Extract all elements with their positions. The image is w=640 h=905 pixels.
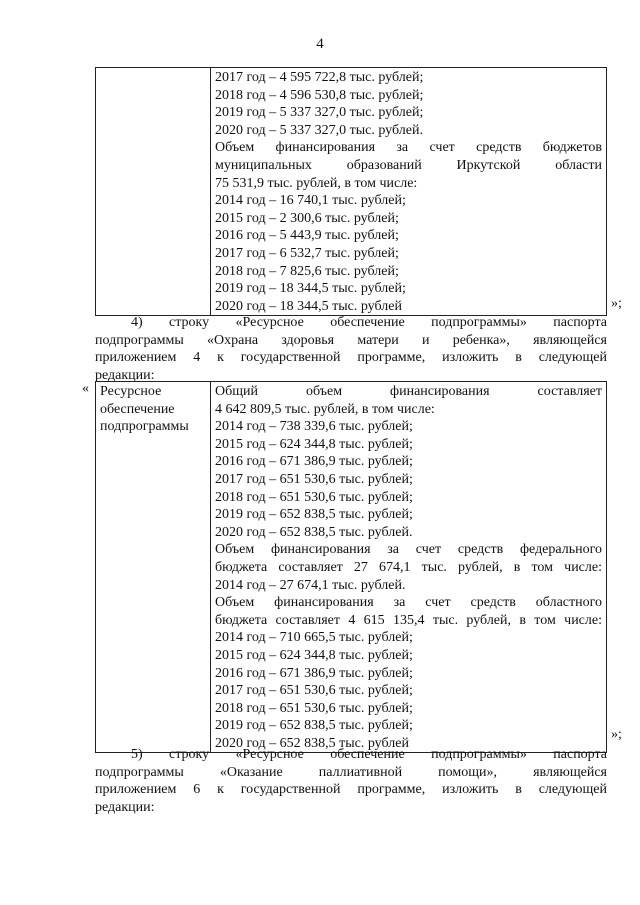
municipal-total: 75 531,9 тыс. рублей, в том числе: — [215, 175, 418, 191]
paragraph-line: подпрограммы «Охрана здоровья матери и ребенка», являющейся — [95, 332, 607, 348]
year-line: 2016 год – 671 386,9 тыс. рублей; — [215, 665, 413, 681]
year-line: 2019 год – 5 337 327,0 тыс. рублей; — [215, 105, 424, 121]
paragraph-line: 5) строку «Ресурсное обеспечение подпрограммы» паспорта — [131, 747, 607, 762]
table-left-cell-empty — [96, 68, 211, 316]
page-number: 4 — [316, 36, 324, 52]
paragraph-line: редакции: — [95, 799, 155, 815]
year-line: 2015 год – 624 344,8 тыс. рублей; — [215, 436, 413, 452]
year-line: 2020 год – 5 337 327,0 тыс. рублей. — [215, 122, 423, 138]
regional-heading: Объем финансирования за счет средств областного — [215, 595, 602, 611]
table-right-cell — [211, 382, 607, 753]
municipal-heading: муниципальных образований Иркутской области — [215, 157, 602, 173]
year-line: 2017 год – 4 595 722,8 тыс. рублей; — [215, 70, 424, 85]
year-line: 2019 год – 652 838,5 тыс. рублей; — [215, 718, 413, 734]
paragraph-5 — [95, 746, 607, 816]
year-line: 2020 год – 652 838,5 тыс. рублей. — [215, 524, 413, 540]
paragraph-line: подпрограммы «Оказание паллиативной помощи», являющейся — [95, 764, 607, 780]
row-label: Ресурсное — [100, 384, 162, 399]
paragraph-line: приложением 4 к государственной программе, изложить в следующей — [95, 350, 607, 366]
year-line: 2014 год – 738 339,6 тыс. рублей; — [215, 419, 413, 435]
year-line: 2018 год – 651 530,6 тыс. рублей; — [215, 700, 413, 716]
closing-quote: »; — [611, 296, 622, 311]
year-line: 2019 год – 652 838,5 тыс. рублей; — [215, 507, 413, 523]
federal-value: бюджета составляет 27 674,1 тыс. рублей, в том числе: — [215, 559, 602, 575]
regional-value: бюджета составляет 4 615 135,4 тыс. рублей, в том числе: — [215, 612, 602, 628]
year-line: 2018 год – 651 530,6 тыс. рублей; — [215, 489, 413, 505]
year-line: 2017 год – 6 532,7 тыс. рублей; — [215, 245, 399, 261]
year-line: 2020 год – 652 838,5 тыс. рублей — [215, 735, 409, 751]
year-line: 2014 год – 27 674,1 тыс. рублей. — [215, 577, 406, 593]
year-line: 2019 год – 18 344,5 тыс. рублей; — [215, 281, 406, 297]
opening-quote: « — [82, 381, 89, 396]
table-right-cell — [211, 68, 607, 316]
row-label: подпрограммы — [100, 419, 189, 435]
table-left-cell — [96, 382, 211, 753]
year-line: 2016 год – 5 443,9 тыс. рублей; — [215, 228, 399, 244]
paragraph-line: 4) строку «Ресурсное обеспечение подпрограммы» паспорта — [131, 315, 607, 330]
table-continuation — [95, 67, 607, 316]
year-line: 2017 год – 651 530,6 тыс. рублей; — [215, 683, 413, 699]
year-line: 2015 год – 624 344,8 тыс. рублей; — [215, 647, 413, 663]
paragraph-line: редакции: — [95, 367, 155, 383]
paragraph-4 — [95, 314, 607, 384]
row-label: обеспечение — [100, 401, 175, 417]
closing-quote: »; — [611, 727, 622, 742]
federal-heading: Объем финансирования за счет средств федерального — [215, 542, 602, 558]
table-resources — [95, 381, 607, 753]
total-heading: Общий объем финансирования составляет — [215, 384, 602, 399]
year-line: 2020 год – 18 344,5 тыс. рублей — [215, 298, 402, 314]
year-line: 2015 год – 2 300,6 тыс. рублей; — [215, 210, 399, 226]
year-line: 2014 год – 710 665,5 тыс. рублей; — [215, 630, 413, 646]
municipal-heading: Объем финансирования за счет средств бюджетов — [215, 140, 602, 156]
total-value: 4 642 809,5 тыс. рублей, в том числе: — [215, 401, 435, 417]
year-line: 2014 год – 16 740,1 тыс. рублей; — [215, 193, 406, 209]
paragraph-line: приложением 6 к государственной программе, изложить в следующей — [95, 782, 607, 798]
year-line: 2018 год – 4 596 530,8 тыс. рублей; — [215, 87, 424, 103]
year-line: 2017 год – 651 530,6 тыс. рублей; — [215, 471, 413, 487]
year-line: 2016 год – 671 386,9 тыс. рублей; — [215, 454, 413, 470]
year-line: 2018 год – 7 825,6 тыс. рублей; — [215, 263, 399, 279]
